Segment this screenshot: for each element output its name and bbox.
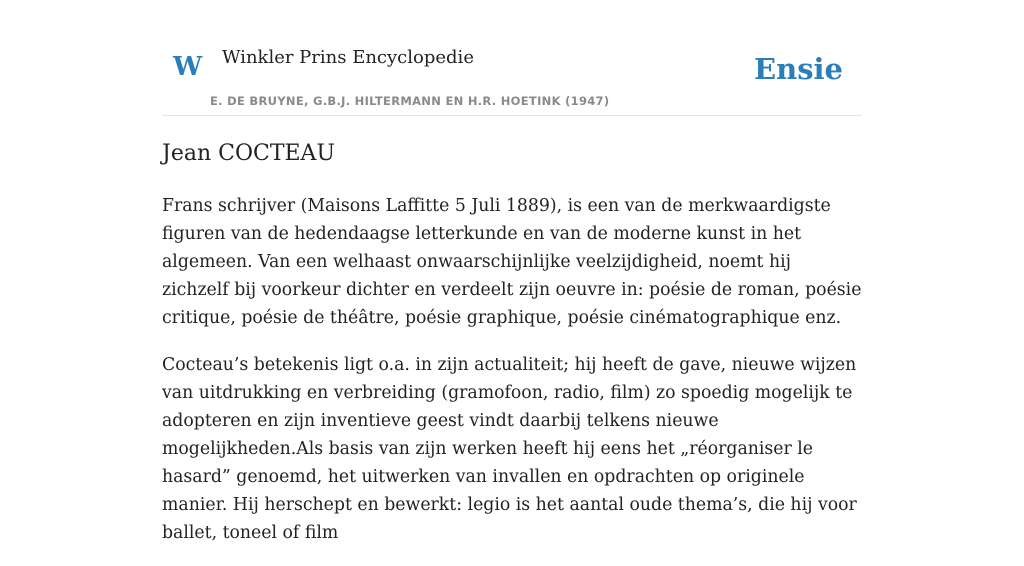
book-title[interactable]: Winkler Prins Encyclopedie	[222, 47, 474, 68]
winkler-prins-logo[interactable]: W	[173, 52, 203, 82]
site-header	[162, 40, 862, 116]
ensie-logo[interactable]: Ensie	[754, 52, 843, 86]
article-title: Jean COCTEAU	[162, 141, 335, 166]
article-paragraph-1: Frans schrijver (Maisons Laffitte 5 Juli 1889), is een van de merkwaardigste figuren van de hedendaagse letterkunde en van de moderne kunst in het algemeen. Van een welhaast onwaarschijnlijke veelzijdigheid, noemt hij zichzelf bij voorkeur dichter en verdeelt zijn oeuvre in: poésie de roman, poésie critique, poésie de théâtre, poésie graphique, poésie cinématographique enz.	[162, 196, 862, 328]
article-body	[162, 192, 862, 566]
book-authors: E. DE BRUYNE, G.B.J. HILTERMANN EN H.R. HOETINK (1947)	[210, 94, 610, 108]
article-paragraph-2: Cocteau’s betekenis ligt o.a. in zijn actualiteit; hij heeft de gave, nieuwe wijzen van uitdrukking en verbreiding (gramofoon, radio, film) zo spoedig mogelijk te adopteren en zijn inventieve geest vindt daarbij telkens nieuwe mogelijkheden.Als basis van zijn werken heeft hij eens het „réorganiser le hasard” genoemd, het uitwerken van invallen en opdrachten op originele manier. Hij herschept en bewerkt: legio is het aantal oude thema’s, die hij voor ballet, toneel of film	[162, 355, 857, 543]
